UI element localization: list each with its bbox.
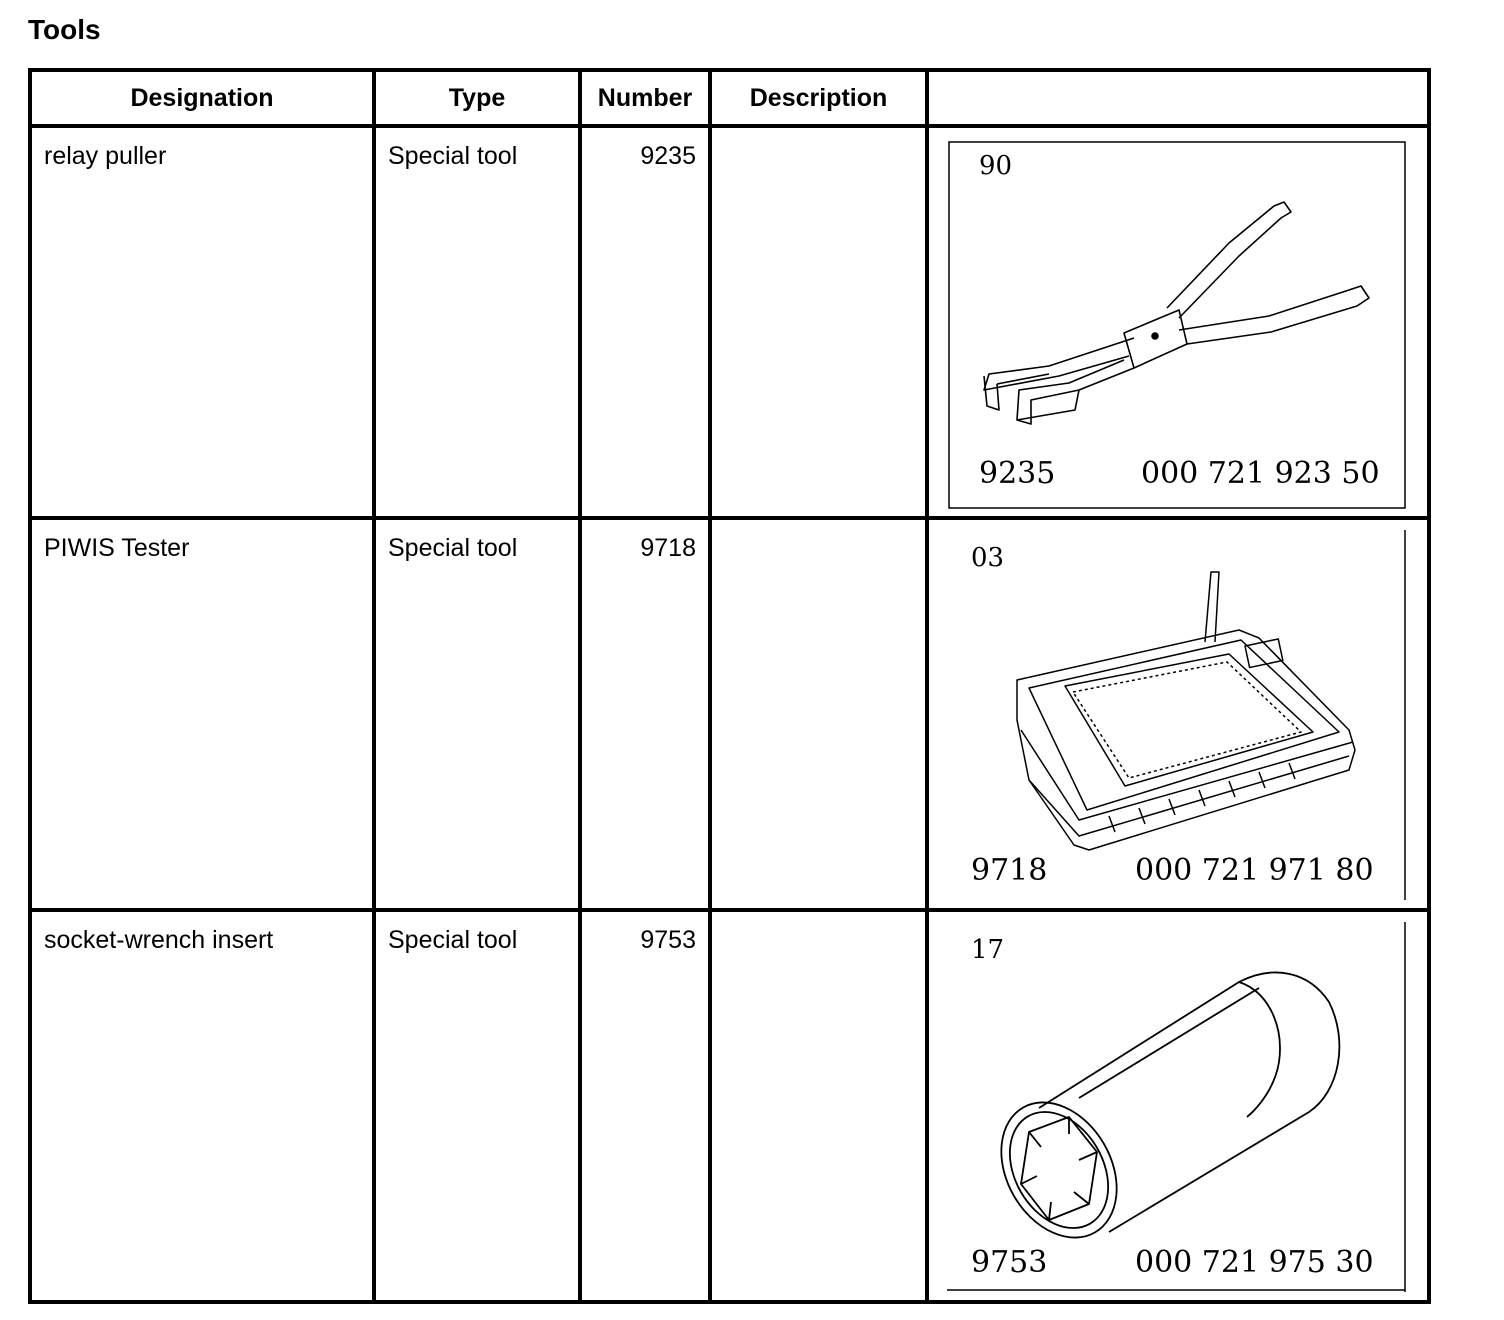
image-part-number: 000 721 975 30 xyxy=(1135,1245,1374,1280)
designation-cell: PIWIS Tester xyxy=(30,518,374,910)
number-cell: 9718 xyxy=(580,518,710,910)
image-tool-number: 9718 xyxy=(971,853,1048,888)
image-code: 03 xyxy=(971,543,1005,573)
image-part-number: 000 721 923 50 xyxy=(1141,456,1380,491)
number-cell: 9753 xyxy=(580,910,710,1302)
page-title: Tools xyxy=(28,14,101,45)
header-image xyxy=(927,70,1429,126)
table-row xyxy=(30,518,1429,910)
image-tool-number: 9235 xyxy=(979,456,1056,491)
piwis-tester-device-icon xyxy=(929,520,1423,908)
image-part-number: 000 721 971 80 xyxy=(1135,853,1374,888)
header-type: Type xyxy=(374,70,580,126)
image-cell xyxy=(927,126,1429,518)
tools-table xyxy=(28,68,1431,1304)
table-header-row xyxy=(30,70,1429,126)
designation-cell: socket-wrench insert xyxy=(30,910,374,1302)
header-number: Number xyxy=(580,70,710,126)
header-description: Description xyxy=(710,70,927,126)
image-cell xyxy=(927,910,1429,1302)
image-code: 17 xyxy=(971,935,1005,965)
relay-puller-pliers-icon xyxy=(929,128,1423,516)
number-cell: 9235 xyxy=(580,126,710,518)
type-cell: Special tool xyxy=(374,910,580,1302)
image-tool-number: 9753 xyxy=(971,1245,1048,1280)
image-code: 90 xyxy=(979,151,1013,181)
description-cell xyxy=(710,910,927,1302)
table-row xyxy=(30,910,1429,1302)
description-cell xyxy=(710,126,927,518)
table-row xyxy=(30,126,1429,518)
type-cell: Special tool xyxy=(374,126,580,518)
header-designation: Designation xyxy=(30,70,374,126)
designation-cell: relay puller xyxy=(30,126,374,518)
image-cell xyxy=(927,518,1429,910)
type-cell: Special tool xyxy=(374,518,580,910)
description-cell xyxy=(710,518,927,910)
socket-wrench-insert-icon xyxy=(929,912,1423,1300)
